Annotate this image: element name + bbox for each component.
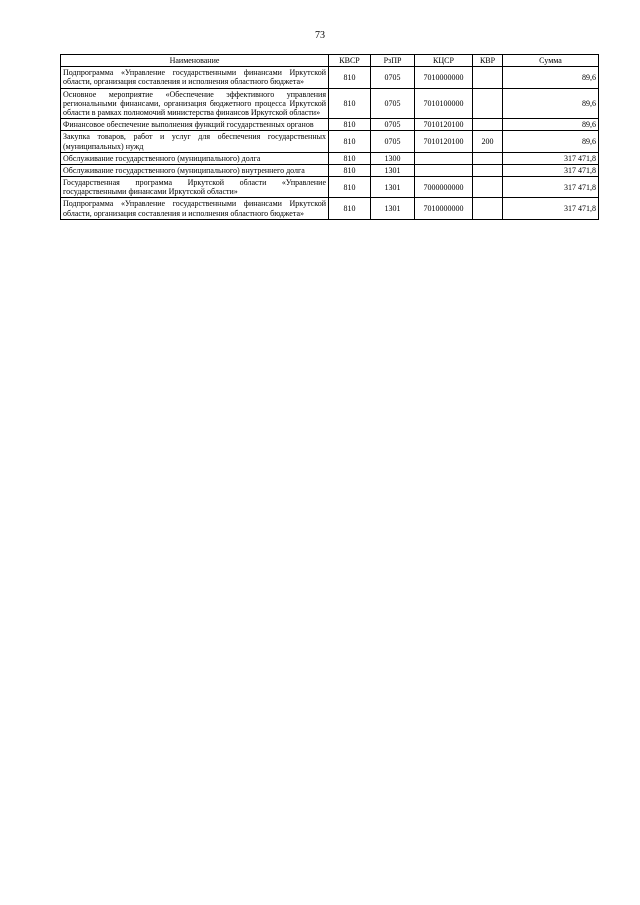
- table-row: [61, 119, 599, 131]
- row-kvsr: 810: [329, 131, 371, 152]
- table-row: [61, 67, 599, 88]
- row-sum: 89,6: [503, 88, 599, 119]
- row-rzpr: 1301: [371, 198, 415, 219]
- header-kvsr: КВСР: [329, 55, 371, 67]
- row-kcsr: [415, 152, 473, 164]
- row-rzpr: 1300: [371, 152, 415, 164]
- row-kvsr: 810: [329, 152, 371, 164]
- header-name: Наименование: [61, 55, 329, 67]
- row-name: Закупка товаров, работ и услуг для обеспечения государственных (муниципальных) нужд: [61, 131, 329, 152]
- row-kvr: [473, 198, 503, 219]
- header-sum: Сумма: [503, 55, 599, 67]
- table-row: [61, 198, 599, 219]
- row-sum: 89,6: [503, 67, 599, 88]
- row-kvr: 200: [473, 131, 503, 152]
- row-kcsr: 7010100000: [415, 88, 473, 119]
- row-kvr: [473, 119, 503, 131]
- header-kcsr: КЦСР: [415, 55, 473, 67]
- row-sum: 89,6: [503, 119, 599, 131]
- row-rzpr: 1301: [371, 177, 415, 198]
- header-row: [61, 55, 599, 67]
- row-kvsr: 810: [329, 198, 371, 219]
- row-kcsr: [415, 164, 473, 176]
- row-name: Подпрограмма «Управление государственными финансами Иркутской области, организация составления и исполнения областного бюджета»: [61, 67, 329, 88]
- row-sum: 317 471,8: [503, 177, 599, 198]
- row-kvsr: 810: [329, 119, 371, 131]
- table-row: [61, 131, 599, 152]
- table-body: [61, 67, 599, 220]
- row-sum: 89,6: [503, 131, 599, 152]
- row-kvr: [473, 177, 503, 198]
- row-rzpr: 0705: [371, 88, 415, 119]
- row-rzpr: 0705: [371, 119, 415, 131]
- row-kvsr: 810: [329, 67, 371, 88]
- row-kcsr: 7010000000: [415, 67, 473, 88]
- row-kcsr: 7010000000: [415, 198, 473, 219]
- row-name: Обслуживание государственного (муниципального) долга: [61, 152, 329, 164]
- row-name: Государственная программа Иркутской области «Управление государственными финансами Иркутской области»: [61, 177, 329, 198]
- row-name: Подпрограмма «Управление государственными финансами Иркутской области, организация составления и исполнения областного бюджета»: [61, 198, 329, 219]
- table-row: [61, 88, 599, 119]
- row-kcsr: 7010120100: [415, 119, 473, 131]
- row-kvsr: 810: [329, 177, 371, 198]
- row-kvr: [473, 152, 503, 164]
- row-kcsr: 7010120100: [415, 131, 473, 152]
- row-name: Обслуживание государственного (муниципального) внутреннего долга: [61, 164, 329, 176]
- row-rzpr: 0705: [371, 67, 415, 88]
- row-sum: 317 471,8: [503, 198, 599, 219]
- row-kvr: [473, 164, 503, 176]
- row-rzpr: 1301: [371, 164, 415, 176]
- budget-table: [60, 54, 599, 220]
- table-header: [61, 55, 599, 67]
- row-sum: 317 471,8: [503, 164, 599, 176]
- row-sum: 317 471,8: [503, 152, 599, 164]
- table-row: [61, 164, 599, 176]
- row-kcsr: 7000000000: [415, 177, 473, 198]
- row-name: Финансовое обеспечение выполнения функций государственных органов: [61, 119, 329, 131]
- header-rzpr: РзПР: [371, 55, 415, 67]
- row-kvsr: 810: [329, 88, 371, 119]
- row-kvsr: 810: [329, 164, 371, 176]
- row-kvr: [473, 67, 503, 88]
- header-kvr: КВР: [473, 55, 503, 67]
- row-name: Основное мероприятие «Обеспечение эффективного управления региональными финансами, организация бюджетного процесса Иркутской области в рамках полномочий министерства финансов Иркутской области»: [61, 88, 329, 119]
- row-rzpr: 0705: [371, 131, 415, 152]
- row-kvr: [473, 88, 503, 119]
- page-number: 73: [315, 30, 325, 41]
- table-row: [61, 152, 599, 164]
- table-row: [61, 177, 599, 198]
